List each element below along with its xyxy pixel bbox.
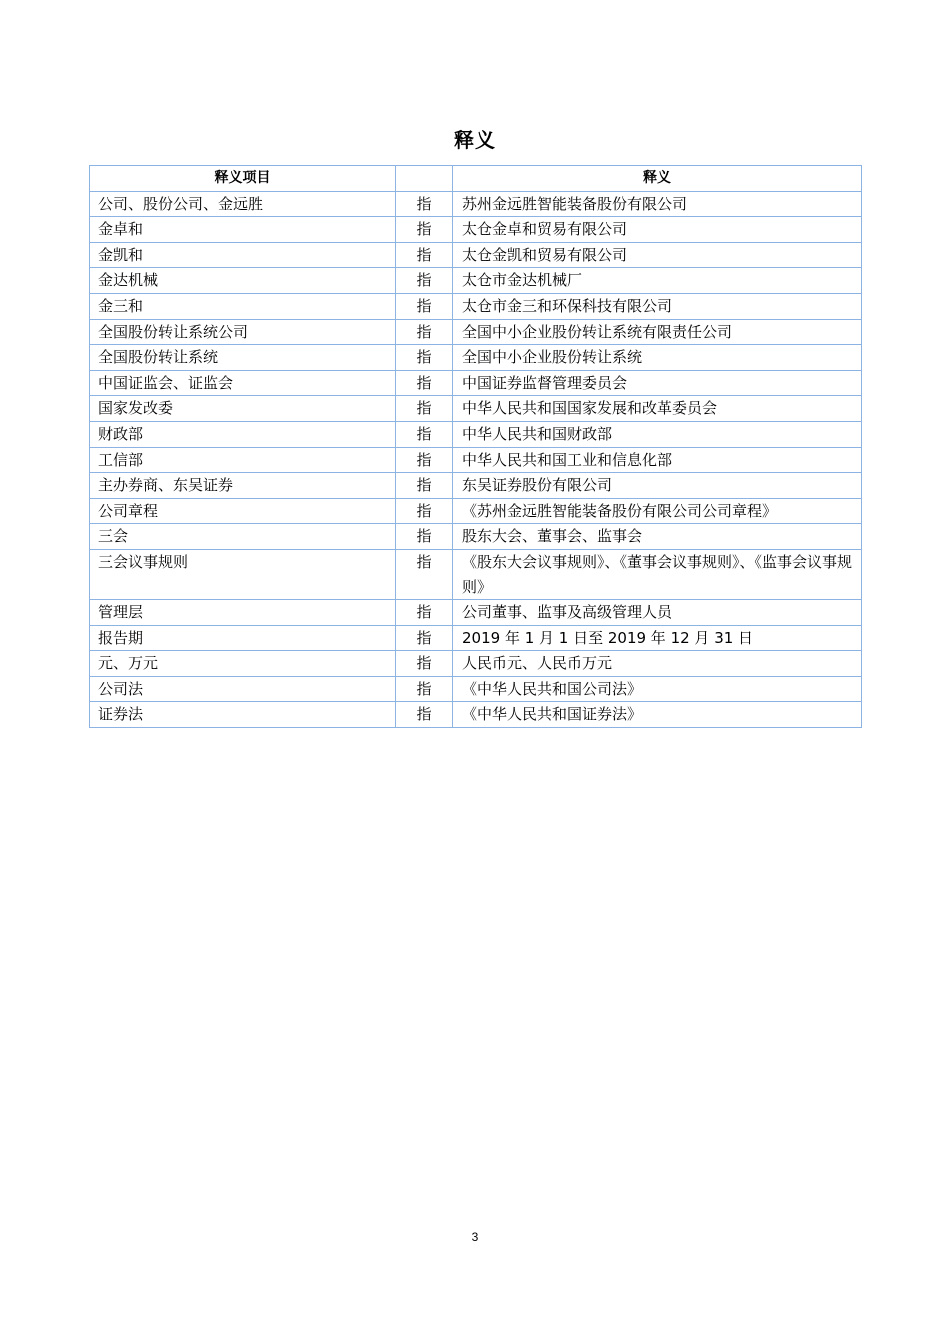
table-row xyxy=(90,600,862,626)
meaning-cell: 中华人民共和国工业和信息化部 xyxy=(453,447,862,473)
refer-cell: 指 xyxy=(396,421,453,447)
term-cell: 金达机械 xyxy=(90,268,396,294)
term-cell: 公司章程 xyxy=(90,498,396,524)
meaning-cell: 《苏州金远胜智能装备股份有限公司公司章程》 xyxy=(453,498,862,524)
refer-cell: 指 xyxy=(396,242,453,268)
page-title: 释义 xyxy=(454,128,496,152)
table-body xyxy=(90,191,862,727)
meaning-cell: 中华人民共和国国家发展和改革委员会 xyxy=(453,396,862,422)
term-cell: 报告期 xyxy=(90,625,396,651)
meaning-cell: 全国中小企业股份转让系统 xyxy=(453,345,862,371)
term-cell: 金凯和 xyxy=(90,242,396,268)
page-number: 3 xyxy=(471,1230,479,1244)
table-row xyxy=(90,473,862,499)
header-term: 释义项目 xyxy=(90,166,396,192)
meaning-cell: 太仓金卓和贸易有限公司 xyxy=(453,217,862,243)
meaning-cell: 中国证券监督管理委员会 xyxy=(453,370,862,396)
refer-cell: 指 xyxy=(396,268,453,294)
refer-cell: 指 xyxy=(396,549,453,599)
refer-cell: 指 xyxy=(396,473,453,499)
meaning-cell: 股东大会、董事会、监事会 xyxy=(453,524,862,550)
table-row xyxy=(90,676,862,702)
table-row xyxy=(90,702,862,728)
meaning-cell: 《股东大会议事规则》、《董事会议事规则》、《监事会议事规则》 xyxy=(453,549,862,599)
table-header-row xyxy=(90,166,862,192)
meaning-cell: 公司董事、监事及高级管理人员 xyxy=(453,600,862,626)
table-row xyxy=(90,524,862,550)
meaning-cell: 人民币元、人民币万元 xyxy=(453,651,862,677)
meaning-cell: 东吴证券股份有限公司 xyxy=(453,473,862,499)
table-row xyxy=(90,421,862,447)
definitions-table xyxy=(89,165,862,728)
table-row xyxy=(90,293,862,319)
meaning-cell: 中华人民共和国财政部 xyxy=(453,421,862,447)
refer-cell: 指 xyxy=(396,191,453,217)
table-row xyxy=(90,242,862,268)
refer-cell: 指 xyxy=(396,396,453,422)
table-row xyxy=(90,498,862,524)
term-cell: 工信部 xyxy=(90,447,396,473)
table-row xyxy=(90,268,862,294)
meaning-cell: 《中华人民共和国证券法》 xyxy=(453,702,862,728)
meaning-cell: 全国中小企业股份转让系统有限责任公司 xyxy=(453,319,862,345)
term-cell: 公司法 xyxy=(90,676,396,702)
term-cell: 中国证监会、证监会 xyxy=(90,370,396,396)
term-cell: 国家发改委 xyxy=(90,396,396,422)
refer-cell: 指 xyxy=(396,293,453,319)
table-row xyxy=(90,549,862,599)
meaning-cell: 苏州金远胜智能装备股份有限公司 xyxy=(453,191,862,217)
meaning-cell: 太仓市金三和环保科技有限公司 xyxy=(453,293,862,319)
term-cell: 金三和 xyxy=(90,293,396,319)
term-cell: 全国股份转让系统公司 xyxy=(90,319,396,345)
table-row xyxy=(90,625,862,651)
table-row xyxy=(90,651,862,677)
term-cell: 管理层 xyxy=(90,600,396,626)
refer-cell: 指 xyxy=(396,625,453,651)
refer-cell: 指 xyxy=(396,498,453,524)
table-row xyxy=(90,370,862,396)
term-cell: 证券法 xyxy=(90,702,396,728)
table-row xyxy=(90,396,862,422)
term-cell: 全国股份转让系统 xyxy=(90,345,396,371)
term-cell: 公司、股份公司、金远胜 xyxy=(90,191,396,217)
refer-cell: 指 xyxy=(396,600,453,626)
refer-cell: 指 xyxy=(396,676,453,702)
refer-cell: 指 xyxy=(396,651,453,677)
term-cell: 金卓和 xyxy=(90,217,396,243)
refer-cell: 指 xyxy=(396,524,453,550)
table-row xyxy=(90,319,862,345)
meaning-cell: 《中华人民共和国公司法》 xyxy=(453,676,862,702)
refer-cell: 指 xyxy=(396,345,453,371)
refer-cell: 指 xyxy=(396,447,453,473)
term-cell: 财政部 xyxy=(90,421,396,447)
term-cell: 三会议事规则 xyxy=(90,549,396,599)
header-refer xyxy=(396,166,453,192)
table-row xyxy=(90,447,862,473)
table-row xyxy=(90,345,862,371)
meaning-cell: 太仓金凯和贸易有限公司 xyxy=(453,242,862,268)
term-cell: 主办券商、东吴证券 xyxy=(90,473,396,499)
header-meaning: 释义 xyxy=(453,166,862,192)
meaning-cell: 太仓市金达机械厂 xyxy=(453,268,862,294)
refer-cell: 指 xyxy=(396,370,453,396)
term-cell: 三会 xyxy=(90,524,396,550)
table-row xyxy=(90,217,862,243)
term-cell: 元、万元 xyxy=(90,651,396,677)
meaning-cell: 2019 年 1 月 1 日至 2019 年 12 月 31 日 xyxy=(453,625,862,651)
table-row xyxy=(90,191,862,217)
refer-cell: 指 xyxy=(396,702,453,728)
refer-cell: 指 xyxy=(396,217,453,243)
refer-cell: 指 xyxy=(396,319,453,345)
